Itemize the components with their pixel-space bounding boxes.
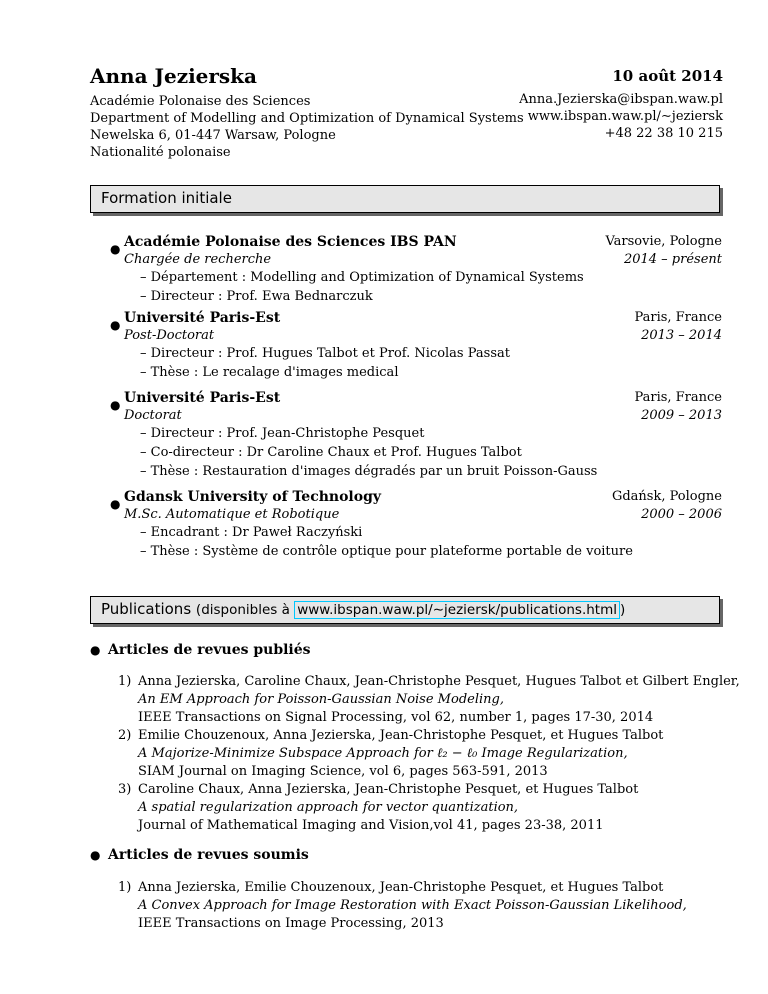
detail-line: – Directeur : Prof. Hugues Talbot et Prof. Nicolas Passat [140,346,510,361]
publication-title: A Majorize-Minimize Subspace Approach for ℓ₂ − ℓ₀ Image Regularization, [138,746,628,761]
address-line: Newelska 6, 01-447 Warsaw, Pologne [90,128,336,143]
detail-line: – Thèse : Système de contrôle optique pour plateforme portable de voiture [140,544,633,559]
bullet-icon: ● [90,643,101,657]
place: Gdańsk, Pologne [611,489,722,504]
role: Post-Doctorat [124,328,215,343]
author-name: Anna Jezierska [90,64,258,88]
role: Doctorat [124,408,182,423]
bullet-icon: ● [110,318,121,332]
publication-title: An EM Approach for Poisson-Gaussian Noise Modeling, [138,692,504,707]
publication-venue: Journal of Mathematical Imaging and Vision,vol 41, pages 23-38, 2011 [138,818,604,833]
publications-note-suffix: ) [619,602,626,618]
publication-item [118,781,728,835]
email-link[interactable]: Anna.Jezierska@ibspan.waw.pl [519,92,723,107]
bullet-icon: ● [90,848,101,862]
publication-number: 1) [118,674,132,689]
years: 2013 – 2014 [641,328,722,343]
publication-authors: Caroline Chaux, Anna Jezierska, Jean-Christophe Pesquet, et Hugues Talbot [138,782,639,797]
affiliation-line: Académie Polonaise des Sciences [90,94,311,109]
bullet-icon: ● [110,497,121,511]
formation-entry [110,309,722,385]
publication-venue: IEEE Transactions on Image Processing, 2013 [138,916,444,931]
publication-venue: SIAM Journal on Imaging Science, vol 6, pages 563-591, 2013 [138,764,548,779]
website-link[interactable]: www.ibspan.waw.pl/∼jeziersk [527,109,723,124]
publication-item [118,673,740,727]
publication-title: A Convex Approach for Image Restoration with Exact Poisson-Gaussian Likelihood, [138,898,687,913]
publication-item [118,879,728,933]
institution: Académie Polonaise des Sciences IBS PAN [124,234,457,250]
detail-line: – Thèse : Restauration d'images dégradés par un bruit Poisson-Gauss [140,464,598,479]
formation-entry [110,233,722,309]
institution: Gdansk University of Technology [124,489,382,505]
detail-line: – Département : Modelling and Optimization of Dynamical Systems [140,270,584,285]
place: Paris, France [634,390,722,405]
place: Varsovie, Pologne [605,234,722,249]
publication-title: A spatial regularization approach for vector quantization, [138,800,519,815]
publication-number: 1) [118,880,132,895]
bullet-icon: ● [110,242,121,256]
publication-item [118,727,728,781]
published-category [90,641,311,659]
years: 2014 – présent [623,252,722,267]
detail-line: – Thèse : Le recalage d'images medical [140,365,399,380]
category-title: Articles de revues publiés [108,642,311,658]
submitted-category [90,846,309,864]
document-date: 10 août 2014 [612,67,723,85]
phone-number: +48 22 38 10 215 [604,126,723,141]
category-title: Articles de revues soumis [108,847,309,863]
place: Paris, France [634,310,722,325]
publications-note-prefix: (disponibles à [195,602,295,618]
section-formation-header [90,185,720,213]
publication-authors: Emilie Chouzenoux, Anna Jezierska, Jean-Christophe Pesquet, et Hugues Talbot [138,728,664,743]
publication-number: 3) [118,782,132,797]
years: 2009 – 2013 [641,408,722,423]
institution: Université Paris-Est [124,390,281,406]
detail-line: – Co-directeur : Dr Caroline Chaux et Prof. Hugues Talbot [140,445,522,460]
publication-authors: Anna Jezierska, Emilie Chouzenoux, Jean-Christophe Pesquet, et Hugues Talbot [138,880,664,895]
section-publications-header [90,596,720,624]
section-title: Publications [101,600,192,618]
detail-line: – Directeur : Prof. Jean-Christophe Pesquet [140,426,425,441]
nationality-line: Nationalité polonaise [90,145,231,160]
department-line: Department of Modelling and Optimization of Dynamical Systems [90,111,524,126]
header-right [519,64,723,142]
header-left [90,64,524,161]
bullet-icon: ● [110,398,121,412]
publication-venue: IEEE Transactions on Signal Processing, vol 62, number 1, pages 17-30, 2014 [138,710,654,725]
role: Chargée de recherche [124,252,272,267]
formation-entry [110,389,722,485]
years: 2000 – 2006 [641,507,722,522]
detail-line: – Directeur : Prof. Ewa Bednarczuk [140,289,373,304]
publication-number: 2) [118,728,132,743]
formation-entry [110,488,722,564]
institution: Université Paris-Est [124,310,281,326]
section-title: Formation initiale [101,189,232,207]
detail-line: – Encadrant : Dr Paweł Raczyński [140,525,363,540]
publication-authors: Anna Jezierska, Caroline Chaux, Jean-Christophe Pesquet, Hugues Talbot et Gilbert Engler, [138,674,740,689]
publications-link[interactable]: www.ibspan.waw.pl/∼jeziersk/publications.html [294,601,620,619]
role: M.Sc. Automatique et Robotique [124,507,340,522]
